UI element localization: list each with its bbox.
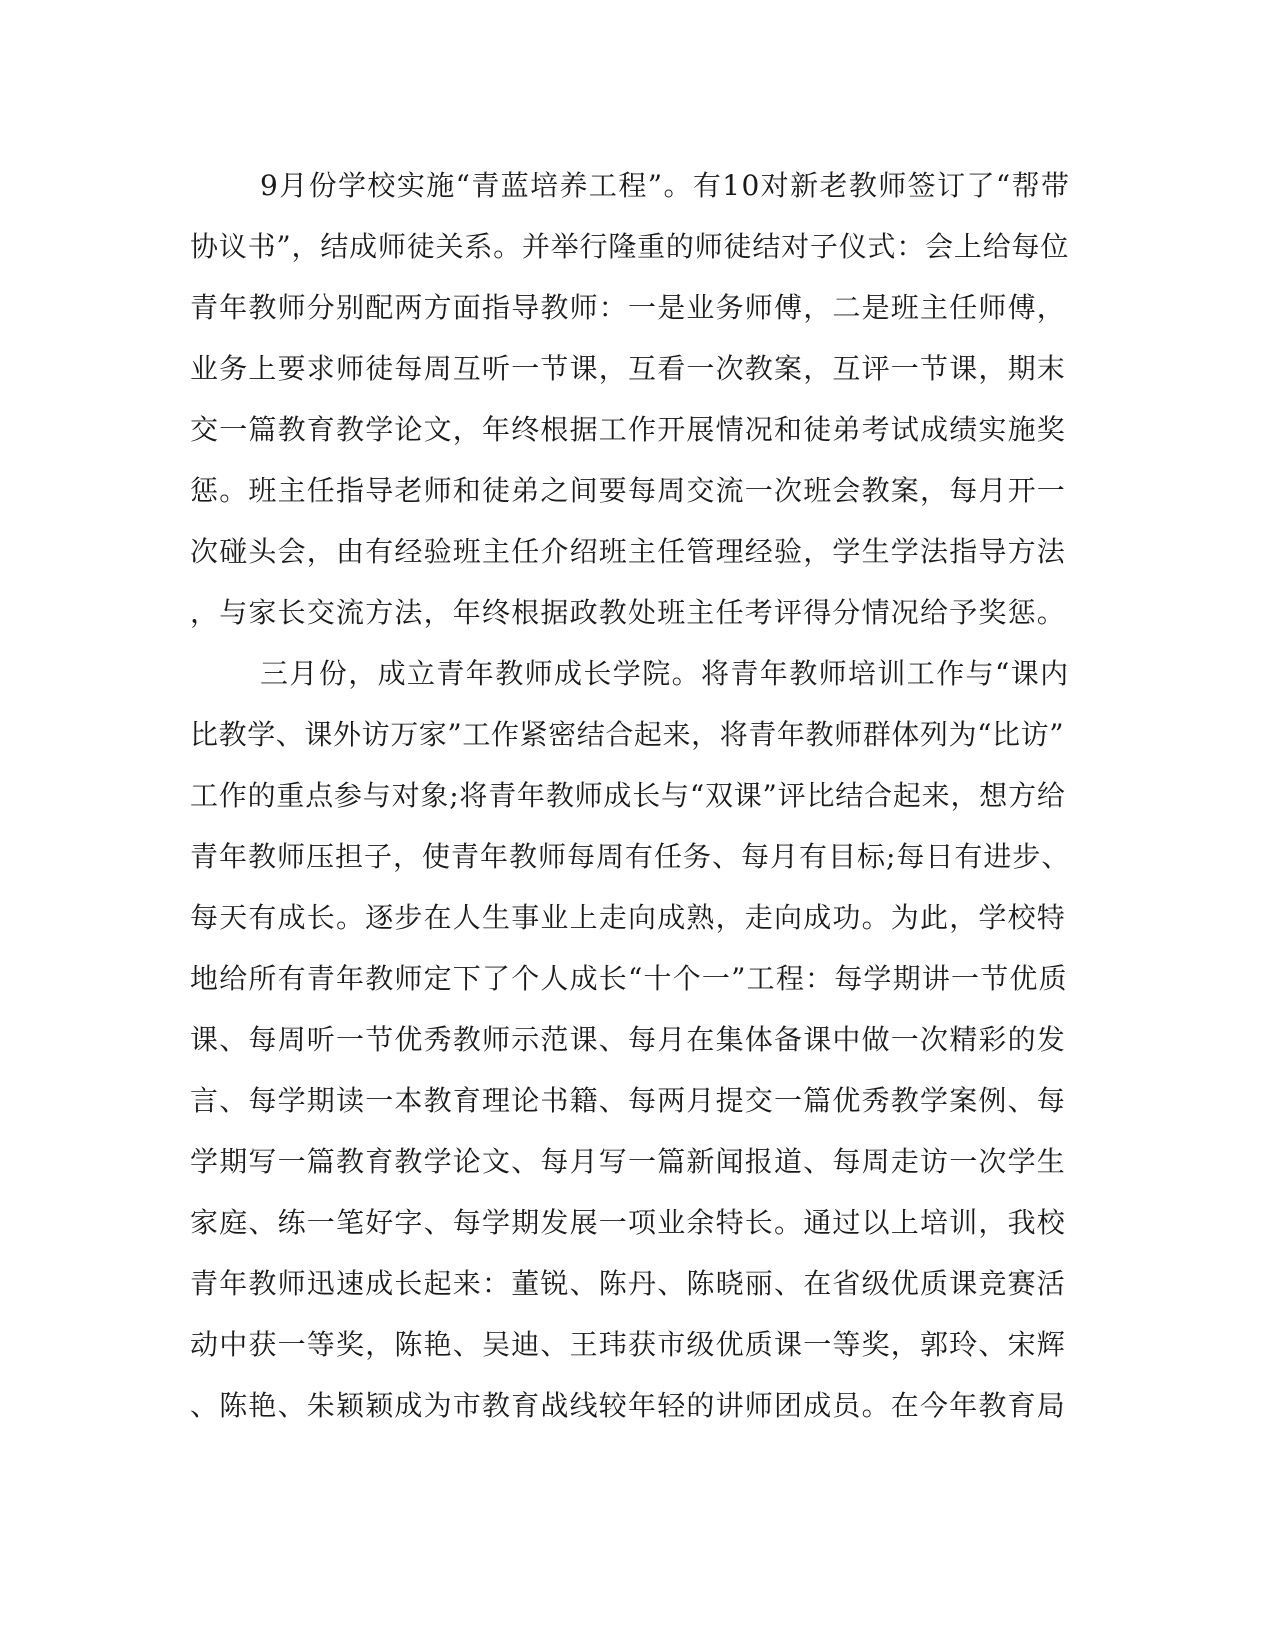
text-line: 三月份，成立青年教师成长学院。将青年教师培训工作与“课内: [260, 657, 1070, 690]
text-line: 青年教师分别配两方面指导教师：一是业务师傅，二是班主任师傅，: [190, 291, 1067, 324]
text-line: 地给所有青年教师定下了个人成长“十个一”工程：每学期讲一节优质: [190, 962, 1068, 995]
paragraph-1: [190, 155, 1070, 643]
text-line: 、陈艳、朱颖颖成为市教育战线较年轻的讲师团成员。在今年教育局: [190, 1389, 1067, 1422]
text-line: 9月份学校实施“青蓝培养工程”。有10对新老教师签订了“帮带: [260, 169, 1071, 202]
text-line: 次碰头会，由有经验班主任介绍班主任管理经验，学生学法指导方法: [190, 535, 1067, 568]
text-line: 业务上要求师徒每周互听一节课，互看一次教案，互评一节课，期末: [190, 352, 1067, 385]
text-line: 课、每周听一节优秀教师示范课、每月在集体备课中做一次精彩的发: [190, 1023, 1067, 1056]
text-line: 青年教师压担子，使青年教师每周有任务、每月有目标;每日有进步、: [190, 840, 1071, 873]
text-line: 协议书”，结成师徒关系。并举行隆重的师徒结对子仪式：会上给每位: [190, 230, 1070, 263]
text-line: 言、每学期读一本教育理论书籍、每两月提交一篇优秀教学案例、每: [190, 1084, 1067, 1117]
text-line: 每天有成长。逐步在人生事业上走向成熟，走向成功。为此，学校特: [190, 901, 1067, 934]
body-text: [190, 155, 1070, 1436]
text-line: 交一篇教育教学论文，年终根据工作开展情况和徒弟考试成绩实施奖: [190, 413, 1067, 446]
text-line: 家庭、练一笔好字、每学期发展一项业余特长。通过以上培训，我校: [190, 1206, 1067, 1239]
text-line: 学期写一篇教育教学论文、每月写一篇新闻报道、每周走访一次学生: [190, 1145, 1067, 1178]
text-line: 工作的重点参与对象;将青年教师成长与“双课”评比结合起来，想方给: [190, 779, 1066, 812]
text-line: 惩。班主任指导老师和徒弟之间要每周交流一次班会教案，每月开一: [190, 474, 1067, 507]
text-line: 青年教师迅速成长起来：董锐、陈丹、陈晓丽、在省级优质课竞赛活: [190, 1267, 1067, 1300]
text-line: 动中获一等奖，陈艳、吴迪、王玮获市级优质课一等奖，郭玲、宋辉: [190, 1328, 1067, 1361]
text-line: ，与家长交流方法，年终根据政教处班主任考评得分情况给予奖惩。: [190, 596, 1067, 629]
text-line: 比教学、课外访万家”工作紧密结合起来，将青年教师群体列为“比访”: [190, 718, 1065, 751]
paragraph-2: [190, 643, 1070, 1436]
